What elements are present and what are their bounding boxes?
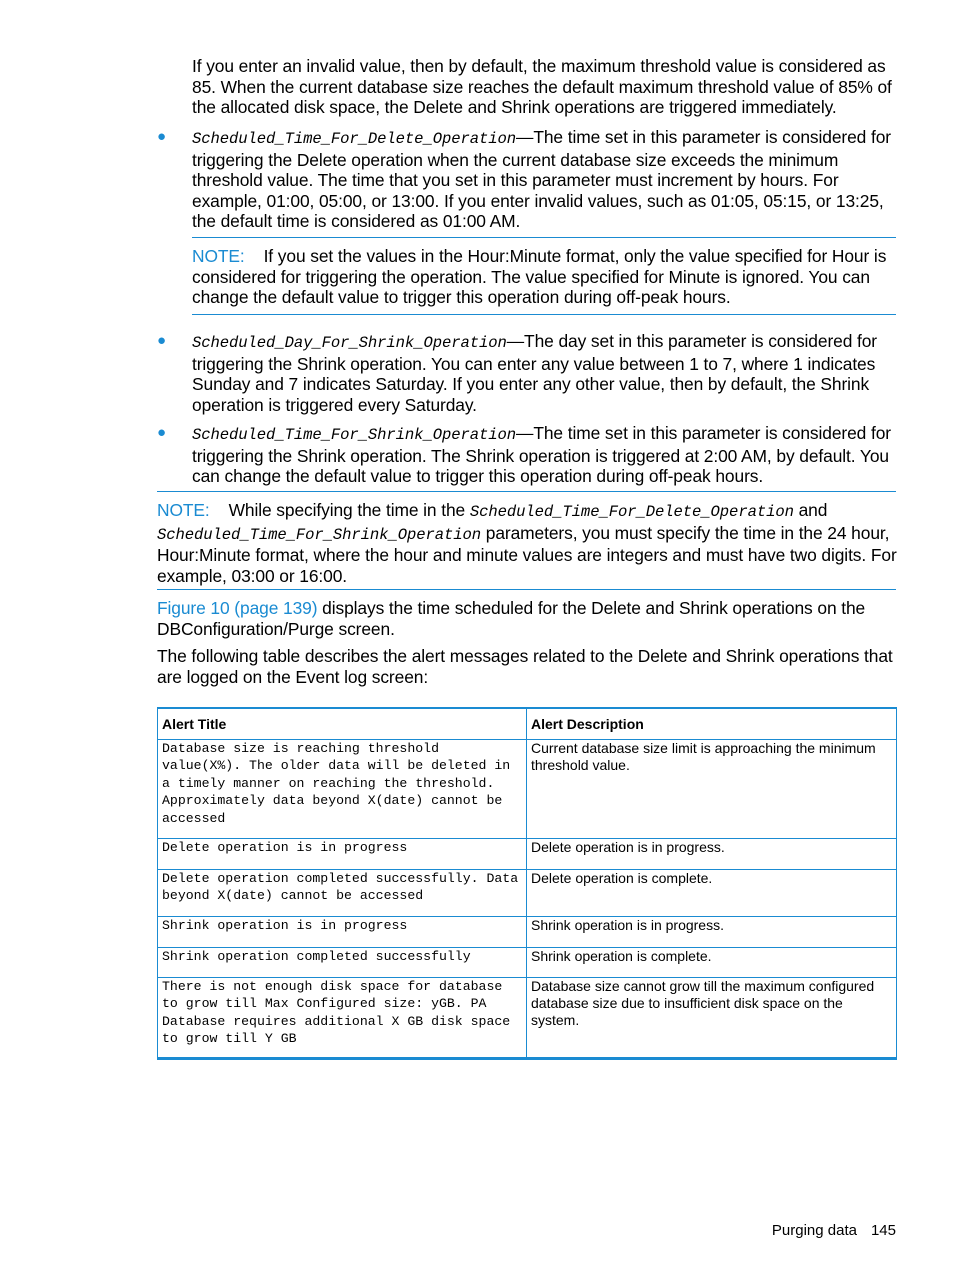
- note-rule-bottom: [157, 589, 896, 590]
- note-text: While specifying the time in the: [228, 500, 466, 520]
- table-row: [158, 948, 897, 978]
- table-row: [158, 870, 897, 917]
- param-name: Scheduled_Time_For_Shrink_Operation: [192, 426, 517, 444]
- param-name: Scheduled_Time_For_Delete_Operation: [469, 503, 794, 521]
- alert-title-cell: Database size is reaching threshold value(X%). The older data will be deleted in a timely manner on reaching the threshold. Approximately data beyond X(date) cannot be accessed: [158, 740, 527, 839]
- figure-reference-paragraph: [157, 598, 897, 639]
- alert-title-cell: There is not enough disk space for database to grow till Max Configured size: yGB. PA Database requires additional X GB disk space to grow till Y GB: [158, 978, 527, 1059]
- table-row: [158, 917, 897, 948]
- bullet-marker: ●: [157, 128, 167, 145]
- table-row: [158, 839, 897, 870]
- table-row: [158, 740, 897, 839]
- alert-description-cell: Shrink operation is complete.: [527, 948, 897, 978]
- bullet-marker: ●: [157, 332, 167, 349]
- note-label: NOTE:: [192, 246, 245, 266]
- alert-description-cell: Shrink operation is in progress.: [527, 917, 897, 948]
- column-header-alert-description: Alert Description: [527, 708, 897, 740]
- table-row: [158, 978, 897, 1059]
- note-rule-top: [157, 491, 896, 492]
- param-description: —The time set in this parameter is considered for triggering the Delete operation when the current database size exceeds the minimum threshold value. The time that you set in this parameter must increment by hours. For example, 01:00, 05:00, or 13:00. If you enter invalid values, such as 01:05, 05:15, or 13:25, the default time is considered as 01:00 AM.: [192, 127, 891, 232]
- note-text: parameters, you must specify the time in the 24 hour, Hour:Minute format, where the hour and minute values are integers and must have two digits. For example, 03:00 or 16:00.: [157, 522, 897, 586]
- table-intro: The following table describes the alert messages related to the Delete and Shrink operations that are logged on the Event log screen:: [157, 646, 893, 687]
- alerts-table: [157, 707, 897, 1060]
- note-text: If you set the values in the Hour:Minute format, only the value specified for Hour is considered for triggering the operation. The value specified for Minute is ignored. You can change the default value to trigger this operation during off-peak hours.: [192, 246, 887, 308]
- note-box: [192, 246, 896, 308]
- alert-title-cell: Delete operation is in progress: [158, 839, 527, 870]
- alert-title-cell: Shrink operation is in progress: [158, 917, 527, 948]
- alert-description-cell: Database size cannot grow till the maximum configured database size due to insufficient disk space on the system.: [527, 978, 897, 1059]
- figure-link[interactable]: Figure 10 (page 139): [157, 598, 318, 618]
- alert-title-cell: Delete operation completed successfully. Data beyond X(date) cannot be accessed: [158, 870, 527, 917]
- param-name: Scheduled_Day_For_Shrink_Operation: [192, 334, 507, 352]
- bullet-delete-time: [192, 127, 898, 232]
- footer-section-title: Purging data: [771, 1222, 857, 1239]
- param-name: Scheduled_Time_For_Shrink_Operation: [157, 525, 482, 544]
- alert-description-cell: Delete operation is in progress.: [527, 839, 897, 870]
- note-box: [157, 500, 897, 586]
- bullet-marker: ●: [157, 424, 167, 441]
- alert-description-cell: Delete operation is complete.: [527, 870, 897, 917]
- alert-title-cell: Shrink operation completed successfully: [158, 948, 527, 978]
- alert-description-cell: Current database size limit is approaching the minimum threshold value.: [527, 740, 897, 839]
- param-name: Scheduled_Time_For_Delete_Operation: [192, 130, 517, 148]
- bullet-shrink-day: [192, 331, 898, 415]
- note-rule-bottom: [192, 314, 896, 315]
- note-label: NOTE:: [157, 500, 210, 520]
- page-footer: [740, 1222, 896, 1239]
- intro-paragraph: If you enter an invalid value, then by default, the maximum threshold value is considered as 85. When the current database size reaches the default maximum threshold value of 85% of the allocated disk space, the Delete and Shrink operations are triggered immediately.: [192, 56, 892, 118]
- page-number: 145: [870, 1222, 896, 1239]
- figure-reference-text: displays the time scheduled for the Delete and Shrink operations on the DBConfiguration/Purge screen.: [157, 598, 866, 639]
- note-rule-top: [192, 237, 896, 238]
- table-header-row: [158, 708, 897, 740]
- param-description: —The day set in this parameter is considered for triggering the Shrink operation. You can enter any value between 1 to 7, where 1 indicates Sunday and 7 indicates Saturday. If you enter any other value, then by default, the Shrink operation is triggered every Saturday.: [192, 331, 878, 415]
- bullet-shrink-time: [192, 423, 898, 487]
- param-description: —The time set in this parameter is considered for triggering the Shrink operation. The Shrink operation is triggered at 2:00 AM, by default. You can change the default value to trigger this operation during off-peak hours.: [192, 423, 891, 487]
- column-header-alert-title: Alert Title: [158, 708, 527, 740]
- note-text: and: [798, 500, 828, 520]
